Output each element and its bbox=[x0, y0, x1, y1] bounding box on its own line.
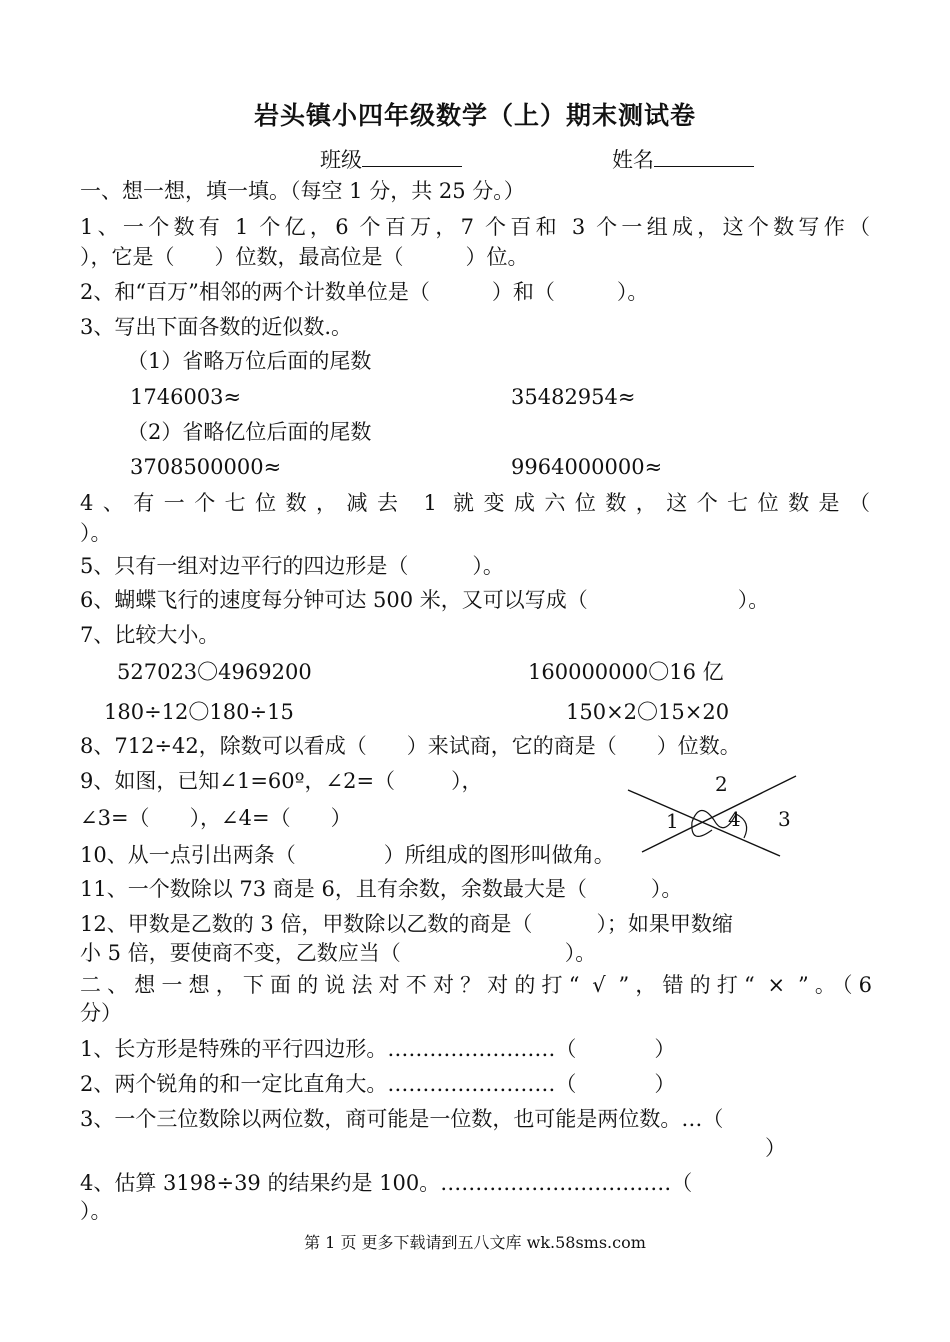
name-label: 姓名 bbox=[612, 148, 654, 172]
q10-text-b: ）所组成的图形叫做角。 bbox=[383, 843, 615, 867]
figure-label-2: 2 bbox=[715, 772, 728, 796]
class-label: 班级 bbox=[320, 148, 362, 172]
q9-text-b: ）， bbox=[451, 769, 483, 793]
statement-3: 3、一个三位数除以两位数，商可能是一位数，也可能是两位数。…（ bbox=[80, 1107, 724, 1131]
q7-line: 7、比较大小。 bbox=[80, 623, 220, 647]
q12-text-c: 小 5 倍，要使商不变，乙数应当（ bbox=[80, 941, 401, 965]
q3-number2: 35482954≈ bbox=[511, 385, 636, 409]
figure-label-1: 1 bbox=[666, 809, 679, 833]
q5-text-a: 5、只有一组对边平行的四边形是（ bbox=[80, 554, 409, 578]
q12-line2 bbox=[80, 938, 596, 968]
statement-4: 4、估算 3198÷39 的结果约是 100。……………………………（ bbox=[80, 1171, 693, 1195]
statement-1-text: 1、长方形是特殊的平行四边形。……………………（ bbox=[80, 1037, 577, 1061]
q7-compare3: 180÷12〇180÷15 bbox=[104, 700, 294, 724]
q11-text-b: ）。 bbox=[650, 877, 683, 901]
q12-line1 bbox=[80, 909, 733, 939]
q2-line bbox=[80, 277, 648, 307]
q9-text-c: ∠3=（ bbox=[80, 806, 150, 830]
q10-line bbox=[80, 840, 615, 870]
q4-line2: ）。 bbox=[80, 521, 112, 545]
q6-line bbox=[80, 585, 769, 615]
q9-text-e: ） bbox=[330, 806, 352, 830]
q6-text-b: ）。 bbox=[737, 588, 770, 612]
section1-heading: 一、想一想，填一填。（每空 1 分，共 25 分。） bbox=[80, 179, 525, 203]
statement-2 bbox=[80, 1069, 675, 1099]
q9-line2 bbox=[80, 803, 352, 833]
q3-number1: 1746003≈ bbox=[130, 385, 242, 409]
statement-2-text: 2、两个锐角的和一定比直角大。……………………（ bbox=[80, 1072, 577, 1096]
q3-sub1: （1）省略万位后面的尾数 bbox=[127, 349, 372, 373]
q5-text-b: ）。 bbox=[472, 554, 504, 578]
q1-text-c: ）位。 bbox=[465, 245, 529, 269]
statement-3-end: ） bbox=[765, 1136, 786, 1160]
q7-compare4: 150×2〇15×20 bbox=[566, 700, 730, 724]
q9-line1 bbox=[80, 766, 483, 796]
q1-line2 bbox=[80, 242, 529, 272]
q8-text-a: 8、712÷42，除数可以看成（ bbox=[80, 734, 367, 758]
statement-2-end: ） bbox=[654, 1072, 676, 1096]
q2-text-c: ）。 bbox=[616, 280, 649, 304]
q10-text-a: 10、从一点引出两条（ bbox=[80, 843, 296, 867]
page-title: 岩头镇小四年级数学（上）期末测试卷 bbox=[253, 101, 696, 130]
class-field bbox=[320, 144, 462, 174]
angle-figure bbox=[620, 770, 810, 860]
q2-text-b: ）和（ bbox=[491, 280, 555, 304]
q11-line bbox=[80, 874, 682, 904]
q7-compare2: 160000000〇16 亿 bbox=[528, 660, 724, 684]
class-blank[interactable] bbox=[362, 148, 462, 167]
q12-text-a: 12、甲数是乙数的 3 倍，甲数除以乙数的商是（ bbox=[80, 912, 533, 936]
name-blank[interactable] bbox=[654, 148, 754, 167]
q8-text-c: ）位数。 bbox=[656, 734, 741, 758]
q1-line1: 1、一个数有 1 个亿，6 个百万，7 个百和 3 个一组成，这个数写作（ bbox=[80, 215, 870, 239]
q8-line bbox=[80, 731, 741, 761]
q12-text-d: ）。 bbox=[564, 941, 597, 965]
section2-heading-line2: 分） bbox=[80, 1001, 122, 1025]
section2-heading-line1: 二、想一想，下面的说法对不对？对的打“ √ ”，错的打“ × ”。（6 bbox=[80, 973, 872, 997]
q4-line1: 4、有一个七位数，减去 1 就变成六位数，这个七位数是（ bbox=[80, 491, 870, 515]
q3-line: 3、写出下面各数的近似数.。 bbox=[80, 315, 353, 339]
q8-text-b: ）来试商，它的商是（ bbox=[406, 734, 617, 758]
name-field bbox=[612, 144, 754, 174]
q9-text-a: 9、如图，已知∠1=60º，∠2=（ bbox=[80, 769, 396, 793]
figure-label-3: 3 bbox=[778, 807, 791, 831]
q11-text-a: 11、一个数除以 73 商是 6，且有余数，余数最大是（ bbox=[80, 877, 587, 901]
q12-text-b: ）；如果甲数缩 bbox=[596, 912, 733, 936]
q1-text-b: ）位数，最高位是（ bbox=[214, 245, 404, 269]
statement-4-end: ）。 bbox=[80, 1199, 112, 1223]
statement-1-end: ） bbox=[654, 1037, 676, 1061]
q3-sub2: （2）省略亿位后面的尾数 bbox=[127, 420, 372, 444]
figure-label-4: 4 bbox=[728, 807, 741, 831]
q9-text-d: ），∠4=（ bbox=[189, 806, 291, 830]
figure-arc-left bbox=[692, 822, 712, 836]
q6-text-a: 6、蝴蝶飞行的速度每分钟可达 500 米，又可以写成（ bbox=[80, 588, 588, 612]
figure-line-a bbox=[628, 790, 780, 856]
statement-1 bbox=[80, 1034, 675, 1064]
q3-number4: 9964000000≈ bbox=[511, 455, 663, 479]
q3-number3: 3708500000≈ bbox=[130, 455, 282, 479]
q1-text-a: ），它是（ bbox=[80, 245, 175, 269]
q2-text-a: 2、和“百万”相邻的两个计数单位是（ bbox=[80, 280, 430, 304]
page-footer: 第 1 页 更多下载请到五八文库 wk.58sms.com bbox=[304, 1233, 646, 1252]
q7-compare1: 527023〇4969200 bbox=[117, 660, 312, 684]
q5-line bbox=[80, 551, 504, 581]
